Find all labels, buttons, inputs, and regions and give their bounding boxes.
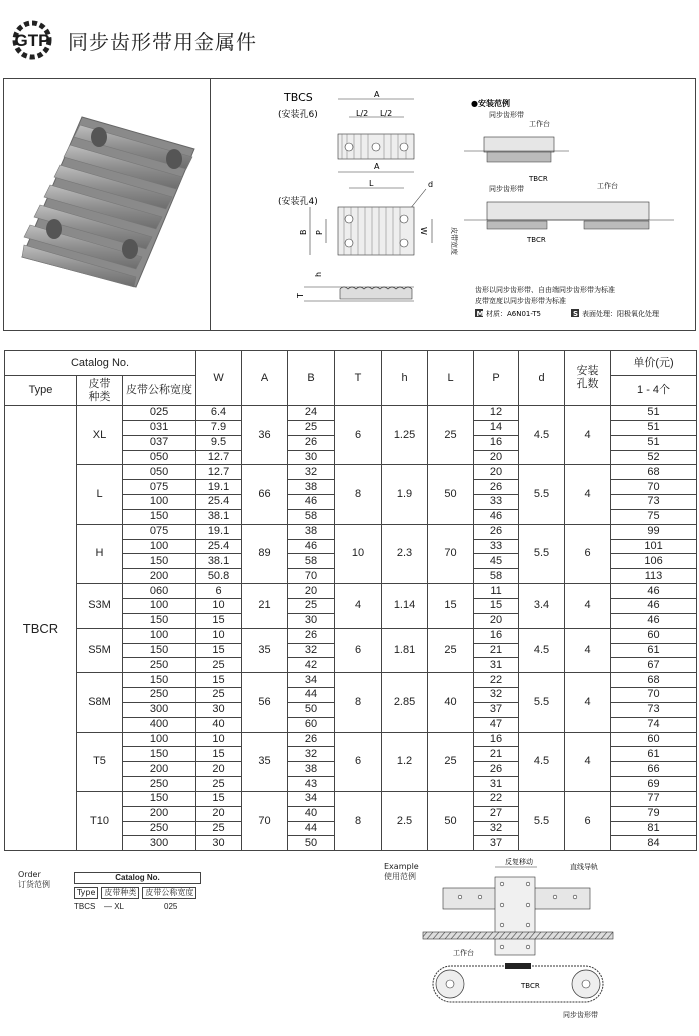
cell-b: 58 — [288, 509, 335, 524]
cell-p: 20 — [474, 450, 519, 465]
order-val-kind: — XL — [104, 902, 125, 911]
cell-a: 35 — [242, 628, 288, 673]
cell-w: 19.1 — [196, 480, 242, 495]
dim-w-label: W — [419, 227, 428, 235]
cell-belt-width: 150 — [123, 747, 196, 762]
material-icon: M — [476, 310, 484, 318]
cell-price: 74 — [611, 717, 697, 732]
order-col-kind: 皮带种类 — [101, 887, 139, 899]
cell-price: 51 — [611, 435, 697, 450]
install-title: ●安装范例 — [471, 99, 510, 108]
cell-w: 12.7 — [196, 450, 242, 465]
cell-w: 25 — [196, 688, 242, 703]
cell-b: 32 — [288, 643, 335, 658]
cell-belt-kind: H — [77, 524, 123, 583]
cell-w: 15 — [196, 613, 242, 628]
cell-price: 73 — [611, 702, 697, 717]
cell-p: 31 — [474, 777, 519, 792]
cell-w: 25 — [196, 658, 242, 673]
header-belt-kind — [77, 376, 123, 406]
cell-belt-width: 100 — [123, 598, 196, 613]
header-type: Type — [5, 376, 77, 406]
cell-p: 14 — [474, 420, 519, 435]
cell-b: 34 — [288, 791, 335, 806]
cell-holes: 6 — [565, 791, 611, 850]
cell-a: 70 — [242, 791, 288, 850]
header-belt-width: 皮带公称宽度 — [123, 376, 196, 406]
cell-w: 10 — [196, 628, 242, 643]
order-label-en: Order — [18, 870, 41, 879]
cell-p: 32 — [474, 821, 519, 836]
cell-belt-width: 150 — [123, 554, 196, 569]
work-table-label: 工作台 — [453, 949, 474, 957]
cell-p: 16 — [474, 732, 519, 747]
cell-b: 38 — [288, 762, 335, 777]
example-label-en: Example — [384, 862, 419, 871]
cell-price: 99 — [611, 524, 697, 539]
cell-d: 5.5 — [519, 791, 565, 850]
cell-w: 12.7 — [196, 465, 242, 480]
cell-holes: 4 — [565, 406, 611, 465]
cell-price: 70 — [611, 480, 697, 495]
cell-b: 50 — [288, 702, 335, 717]
cell-w: 15 — [196, 673, 242, 688]
spec-table — [4, 350, 697, 851]
cell-d: 4.5 — [519, 628, 565, 673]
cell-belt-width: 250 — [123, 688, 196, 703]
cell-belt-width: 250 — [123, 658, 196, 673]
note-tooth-profile: 齿形以同步齿形带、自由端同步齿形带为标准 — [475, 286, 615, 294]
header-catalog-no: Catalog No. — [5, 351, 196, 376]
cell-w: 19.1 — [196, 524, 242, 539]
cell-belt-width: 060 — [123, 584, 196, 599]
cell-l: 50 — [428, 465, 474, 524]
header-b: B — [288, 351, 335, 406]
table-row — [5, 791, 697, 806]
cell-w: 6.4 — [196, 406, 242, 421]
cell-belt-width: 025 — [123, 406, 196, 421]
dim-b-label: B — [299, 229, 308, 235]
cell-h: 1.14 — [382, 584, 428, 629]
cell-a: 21 — [242, 584, 288, 629]
header-price: 单价(元) — [611, 351, 697, 376]
cell-b: 46 — [288, 495, 335, 510]
cell-t: 6 — [335, 628, 382, 673]
cell-t: 8 — [335, 465, 382, 524]
cell-price: 69 — [611, 777, 697, 792]
cell-a: 56 — [242, 673, 288, 732]
order-label-cn: 订货范例 — [18, 880, 50, 889]
belt-label-2: 同步齿形带 — [489, 185, 524, 193]
cell-belt-kind: S8M — [77, 673, 123, 732]
header-h: h — [382, 351, 428, 406]
cell-p: 20 — [474, 613, 519, 628]
cell-t: 6 — [335, 406, 382, 465]
reciprocate-label: 反复移动 — [505, 858, 533, 866]
cell-b: 30 — [288, 450, 335, 465]
cell-belt-width: 100 — [123, 732, 196, 747]
order-val-width: 025 — [164, 902, 178, 911]
cell-belt-width: 150 — [123, 791, 196, 806]
surface-text: 表面处理：阳极氧化处理 — [582, 310, 659, 318]
cell-p: 45 — [474, 554, 519, 569]
cell-l: 70 — [428, 524, 474, 583]
cell-belt-width: 200 — [123, 806, 196, 821]
table-row — [5, 465, 697, 480]
table-label-1: 工作台 — [529, 120, 550, 128]
usage-example-drawing — [415, 855, 615, 1030]
cell-belt-kind: S5M — [77, 628, 123, 673]
note-belt-width: 皮带宽度以同步齿形带为标准 — [475, 297, 566, 305]
cell-h: 1.25 — [382, 406, 428, 465]
cell-w: 10 — [196, 598, 242, 613]
installation-example — [459, 79, 695, 330]
header-d: d — [519, 351, 565, 406]
cell-w: 40 — [196, 717, 242, 732]
cell-w: 15 — [196, 791, 242, 806]
cell-belt-kind: T5 — [77, 732, 123, 791]
cell-b: 30 — [288, 613, 335, 628]
logo-text: GTP — [14, 31, 50, 50]
cell-b: 40 — [288, 806, 335, 821]
cell-p: 15 — [474, 598, 519, 613]
spec-table-body — [5, 406, 697, 851]
cell-price: 68 — [611, 465, 697, 480]
gear-icon — [4, 18, 60, 62]
order-example-label — [18, 870, 50, 890]
cell-holes: 6 — [565, 524, 611, 583]
cell-p: 22 — [474, 791, 519, 806]
cell-price: 73 — [611, 495, 697, 510]
cell-belt-width: 150 — [123, 613, 196, 628]
cell-b: 26 — [288, 435, 335, 450]
cell-w: 20 — [196, 806, 242, 821]
cell-b: 26 — [288, 628, 335, 643]
tbcs-label: TBCS — [284, 91, 313, 104]
cell-belt-width: 250 — [123, 777, 196, 792]
cell-b: 38 — [288, 524, 335, 539]
dim-t-label: T — [296, 293, 305, 298]
cell-p: 16 — [474, 435, 519, 450]
table-row — [5, 673, 697, 688]
cell-belt-width: 150 — [123, 509, 196, 524]
cell-l: 25 — [428, 628, 474, 673]
cell-h: 1.9 — [382, 465, 428, 524]
cell-price: 79 — [611, 806, 697, 821]
linear-guide-label: 直线导轨 — [570, 863, 598, 871]
cell-p: 27 — [474, 806, 519, 821]
cell-price: 81 — [611, 821, 697, 836]
order-val-type: TBCS — [74, 902, 96, 911]
cell-b: 20 — [288, 584, 335, 599]
cell-price: 46 — [611, 598, 697, 613]
cell-l: 25 — [428, 732, 474, 791]
cell-belt-kind: XL — [77, 406, 123, 465]
cell-p: 33 — [474, 539, 519, 554]
product-photo — [4, 79, 210, 330]
cell-holes: 4 — [565, 584, 611, 629]
page-title: 同步齿形带用金属件 — [68, 29, 257, 54]
order-example — [74, 872, 201, 911]
header-price-qty: 1 - 4个 — [611, 376, 697, 406]
cell-d: 4.5 — [519, 732, 565, 791]
cell-price: 52 — [611, 450, 697, 465]
cell-p: 22 — [474, 673, 519, 688]
cell-belt-width: 400 — [123, 717, 196, 732]
panel-divider — [210, 79, 211, 330]
cell-b: 25 — [288, 598, 335, 613]
cell-d: 3.4 — [519, 584, 565, 629]
cell-belt-width: 031 — [123, 420, 196, 435]
dim-l-half-label-2: L/2 — [380, 109, 393, 118]
cell-belt-kind: S3M — [77, 584, 123, 629]
header-t: T — [335, 351, 382, 406]
cell-d: 5.5 — [519, 524, 565, 583]
cell-w: 9.5 — [196, 435, 242, 450]
order-catalog-no: Catalog No. — [74, 872, 201, 884]
cell-belt-width: 100 — [123, 539, 196, 554]
belt-width-label: 皮带宽度 — [450, 227, 458, 255]
cell-p: 58 — [474, 569, 519, 584]
cell-w: 38.1 — [196, 509, 242, 524]
cell-belt-width: 200 — [123, 762, 196, 777]
cell-p: 21 — [474, 643, 519, 658]
cell-p: 12 — [474, 406, 519, 421]
cell-p: 33 — [474, 495, 519, 510]
cell-w: 30 — [196, 702, 242, 717]
cell-b: 46 — [288, 539, 335, 554]
order-col-type: Type — [74, 887, 98, 899]
cell-price: 46 — [611, 613, 697, 628]
cell-price: 77 — [611, 791, 697, 806]
cell-holes: 4 — [565, 732, 611, 791]
example-label-cn: 使用范例 — [384, 872, 416, 881]
cell-d: 5.5 — [519, 673, 565, 732]
tbcr-label-1: TBCR — [529, 175, 548, 183]
gtp-logo — [4, 18, 60, 62]
cell-l: 50 — [428, 791, 474, 850]
cell-price: 68 — [611, 673, 697, 688]
cell-price: 60 — [611, 628, 697, 643]
cell-belt-width: 300 — [123, 836, 196, 851]
dim-l-half-label: L/2 — [356, 109, 369, 118]
cell-belt-width: 100 — [123, 628, 196, 643]
header-p: P — [474, 351, 519, 406]
cell-a: 35 — [242, 732, 288, 791]
cell-b: 34 — [288, 673, 335, 688]
cell-price: 113 — [611, 569, 697, 584]
header-belt-kind-text: 皮带种类 — [88, 377, 111, 403]
cell-t: 6 — [335, 732, 382, 791]
dimension-drawing — [214, 79, 458, 330]
cell-belt-kind: L — [77, 465, 123, 524]
cell-price: 101 — [611, 539, 697, 554]
table-row — [5, 524, 697, 539]
cell-l: 25 — [428, 406, 474, 465]
surface-icon: S — [573, 310, 579, 318]
header-a: A — [242, 351, 288, 406]
cell-p: 31 — [474, 658, 519, 673]
cell-price: 51 — [611, 406, 697, 421]
cell-belt-width: 150 — [123, 673, 196, 688]
cell-a: 66 — [242, 465, 288, 524]
cell-l: 15 — [428, 584, 474, 629]
cell-w: 25 — [196, 821, 242, 836]
cell-b: 42 — [288, 658, 335, 673]
cell-h: 2.3 — [382, 524, 428, 583]
cell-b: 38 — [288, 480, 335, 495]
cell-b: 70 — [288, 569, 335, 584]
cell-p: 26 — [474, 480, 519, 495]
cell-w: 6 — [196, 584, 242, 599]
material-text: 材质：A6N01-T5 — [486, 310, 541, 318]
header-holes-text: 安装孔数 — [576, 365, 599, 390]
cell-belt-width: 150 — [123, 643, 196, 658]
cell-w: 30 — [196, 836, 242, 851]
cell-b: 58 — [288, 554, 335, 569]
table-row — [5, 584, 697, 599]
cell-b: 32 — [288, 747, 335, 762]
table-row — [5, 628, 697, 643]
header-l: L — [428, 351, 474, 406]
cell-t: 8 — [335, 673, 382, 732]
cell-price: 75 — [611, 509, 697, 524]
cell-w: 50.8 — [196, 569, 242, 584]
cell-belt-width: 300 — [123, 702, 196, 717]
holes6-label: (安装孔6) — [278, 110, 318, 120]
cell-price: 67 — [611, 658, 697, 673]
cell-w: 15 — [196, 747, 242, 762]
cell-holes: 4 — [565, 465, 611, 524]
cell-price: 60 — [611, 732, 697, 747]
product-figure-panel — [3, 78, 696, 331]
cell-price: 106 — [611, 554, 697, 569]
dim-h-label: h — [314, 271, 323, 277]
cell-a: 36 — [242, 406, 288, 465]
cell-p: 21 — [474, 747, 519, 762]
cell-d: 5.5 — [519, 465, 565, 524]
cell-b: 32 — [288, 465, 335, 480]
cell-p: 37 — [474, 702, 519, 717]
cell-b: 60 — [288, 717, 335, 732]
cell-holes: 4 — [565, 628, 611, 673]
order-col-width: 皮带公称宽度 — [142, 887, 196, 899]
table-row — [5, 732, 697, 747]
cell-price: 61 — [611, 643, 697, 658]
cell-b: 26 — [288, 732, 335, 747]
cell-w: 38.1 — [196, 554, 242, 569]
cell-w: 15 — [196, 643, 242, 658]
page-header — [4, 18, 257, 62]
cell-w: 20 — [196, 762, 242, 777]
tbcr-part — [505, 963, 531, 969]
cell-belt-width: 200 — [123, 569, 196, 584]
cell-w: 25 — [196, 777, 242, 792]
dim-l-label: L — [369, 179, 374, 188]
holes4-label: (安装孔4) — [278, 197, 318, 207]
cell-h: 1.81 — [382, 628, 428, 673]
cell-belt-width: 037 — [123, 435, 196, 450]
work-table — [495, 877, 535, 955]
cell-b: 44 — [288, 688, 335, 703]
cell-h: 1.2 — [382, 732, 428, 791]
cell-p: 37 — [474, 836, 519, 851]
cell-w: 10 — [196, 732, 242, 747]
dim-p-label: P — [315, 230, 324, 235]
cell-price: 84 — [611, 836, 697, 851]
cell-p: 16 — [474, 628, 519, 643]
cell-p: 11 — [474, 584, 519, 599]
cell-t: 4 — [335, 584, 382, 629]
cell-holes: 4 — [565, 673, 611, 732]
header-holes — [565, 351, 611, 406]
cell-h: 2.85 — [382, 673, 428, 732]
cell-h: 2.5 — [382, 791, 428, 850]
belt-example-label: 同步齿形带 — [563, 1011, 598, 1019]
cell-price: 61 — [611, 747, 697, 762]
cell-p: 20 — [474, 465, 519, 480]
dim-a-label-2: A — [374, 162, 380, 171]
table-row — [5, 406, 697, 421]
cell-p: 46 — [474, 509, 519, 524]
cell-p: 47 — [474, 717, 519, 732]
usage-example-label — [384, 862, 419, 882]
cell-price: 70 — [611, 688, 697, 703]
cell-belt-width: 075 — [123, 480, 196, 495]
belt-label-1: 同步齿形带 — [489, 111, 524, 119]
cell-belt-kind: T10 — [77, 791, 123, 850]
cell-a: 89 — [242, 524, 288, 583]
cell-belt-width: 050 — [123, 465, 196, 480]
cell-b: 44 — [288, 821, 335, 836]
cell-b: 24 — [288, 406, 335, 421]
cell-price: 66 — [611, 762, 697, 777]
cell-w: 25.4 — [196, 495, 242, 510]
cell-belt-width: 075 — [123, 524, 196, 539]
dim-d-label: d — [428, 180, 434, 189]
cell-price: 51 — [611, 420, 697, 435]
table-label-2: 工作台 — [597, 182, 618, 190]
cell-b: 50 — [288, 836, 335, 851]
cell-b: 43 — [288, 777, 335, 792]
cell-w: 25.4 — [196, 539, 242, 554]
cell-belt-width: 100 — [123, 495, 196, 510]
dim-a-label: A — [374, 90, 380, 99]
cell-belt-width: 050 — [123, 450, 196, 465]
cell-p: 26 — [474, 524, 519, 539]
cell-type: TBCR — [5, 406, 77, 851]
cell-d: 4.5 — [519, 406, 565, 465]
tbcr-label-2: TBCR — [527, 236, 546, 244]
header-w: W — [196, 351, 242, 406]
cell-l: 40 — [428, 673, 474, 732]
tbcr-example-label: TBCR — [521, 982, 540, 990]
cell-w: 7.9 — [196, 420, 242, 435]
cell-belt-width: 250 — [123, 821, 196, 836]
cell-p: 32 — [474, 688, 519, 703]
cell-price: 46 — [611, 584, 697, 599]
cell-t: 8 — [335, 791, 382, 850]
cell-t: 10 — [335, 524, 382, 583]
cell-b: 25 — [288, 420, 335, 435]
cell-p: 26 — [474, 762, 519, 777]
